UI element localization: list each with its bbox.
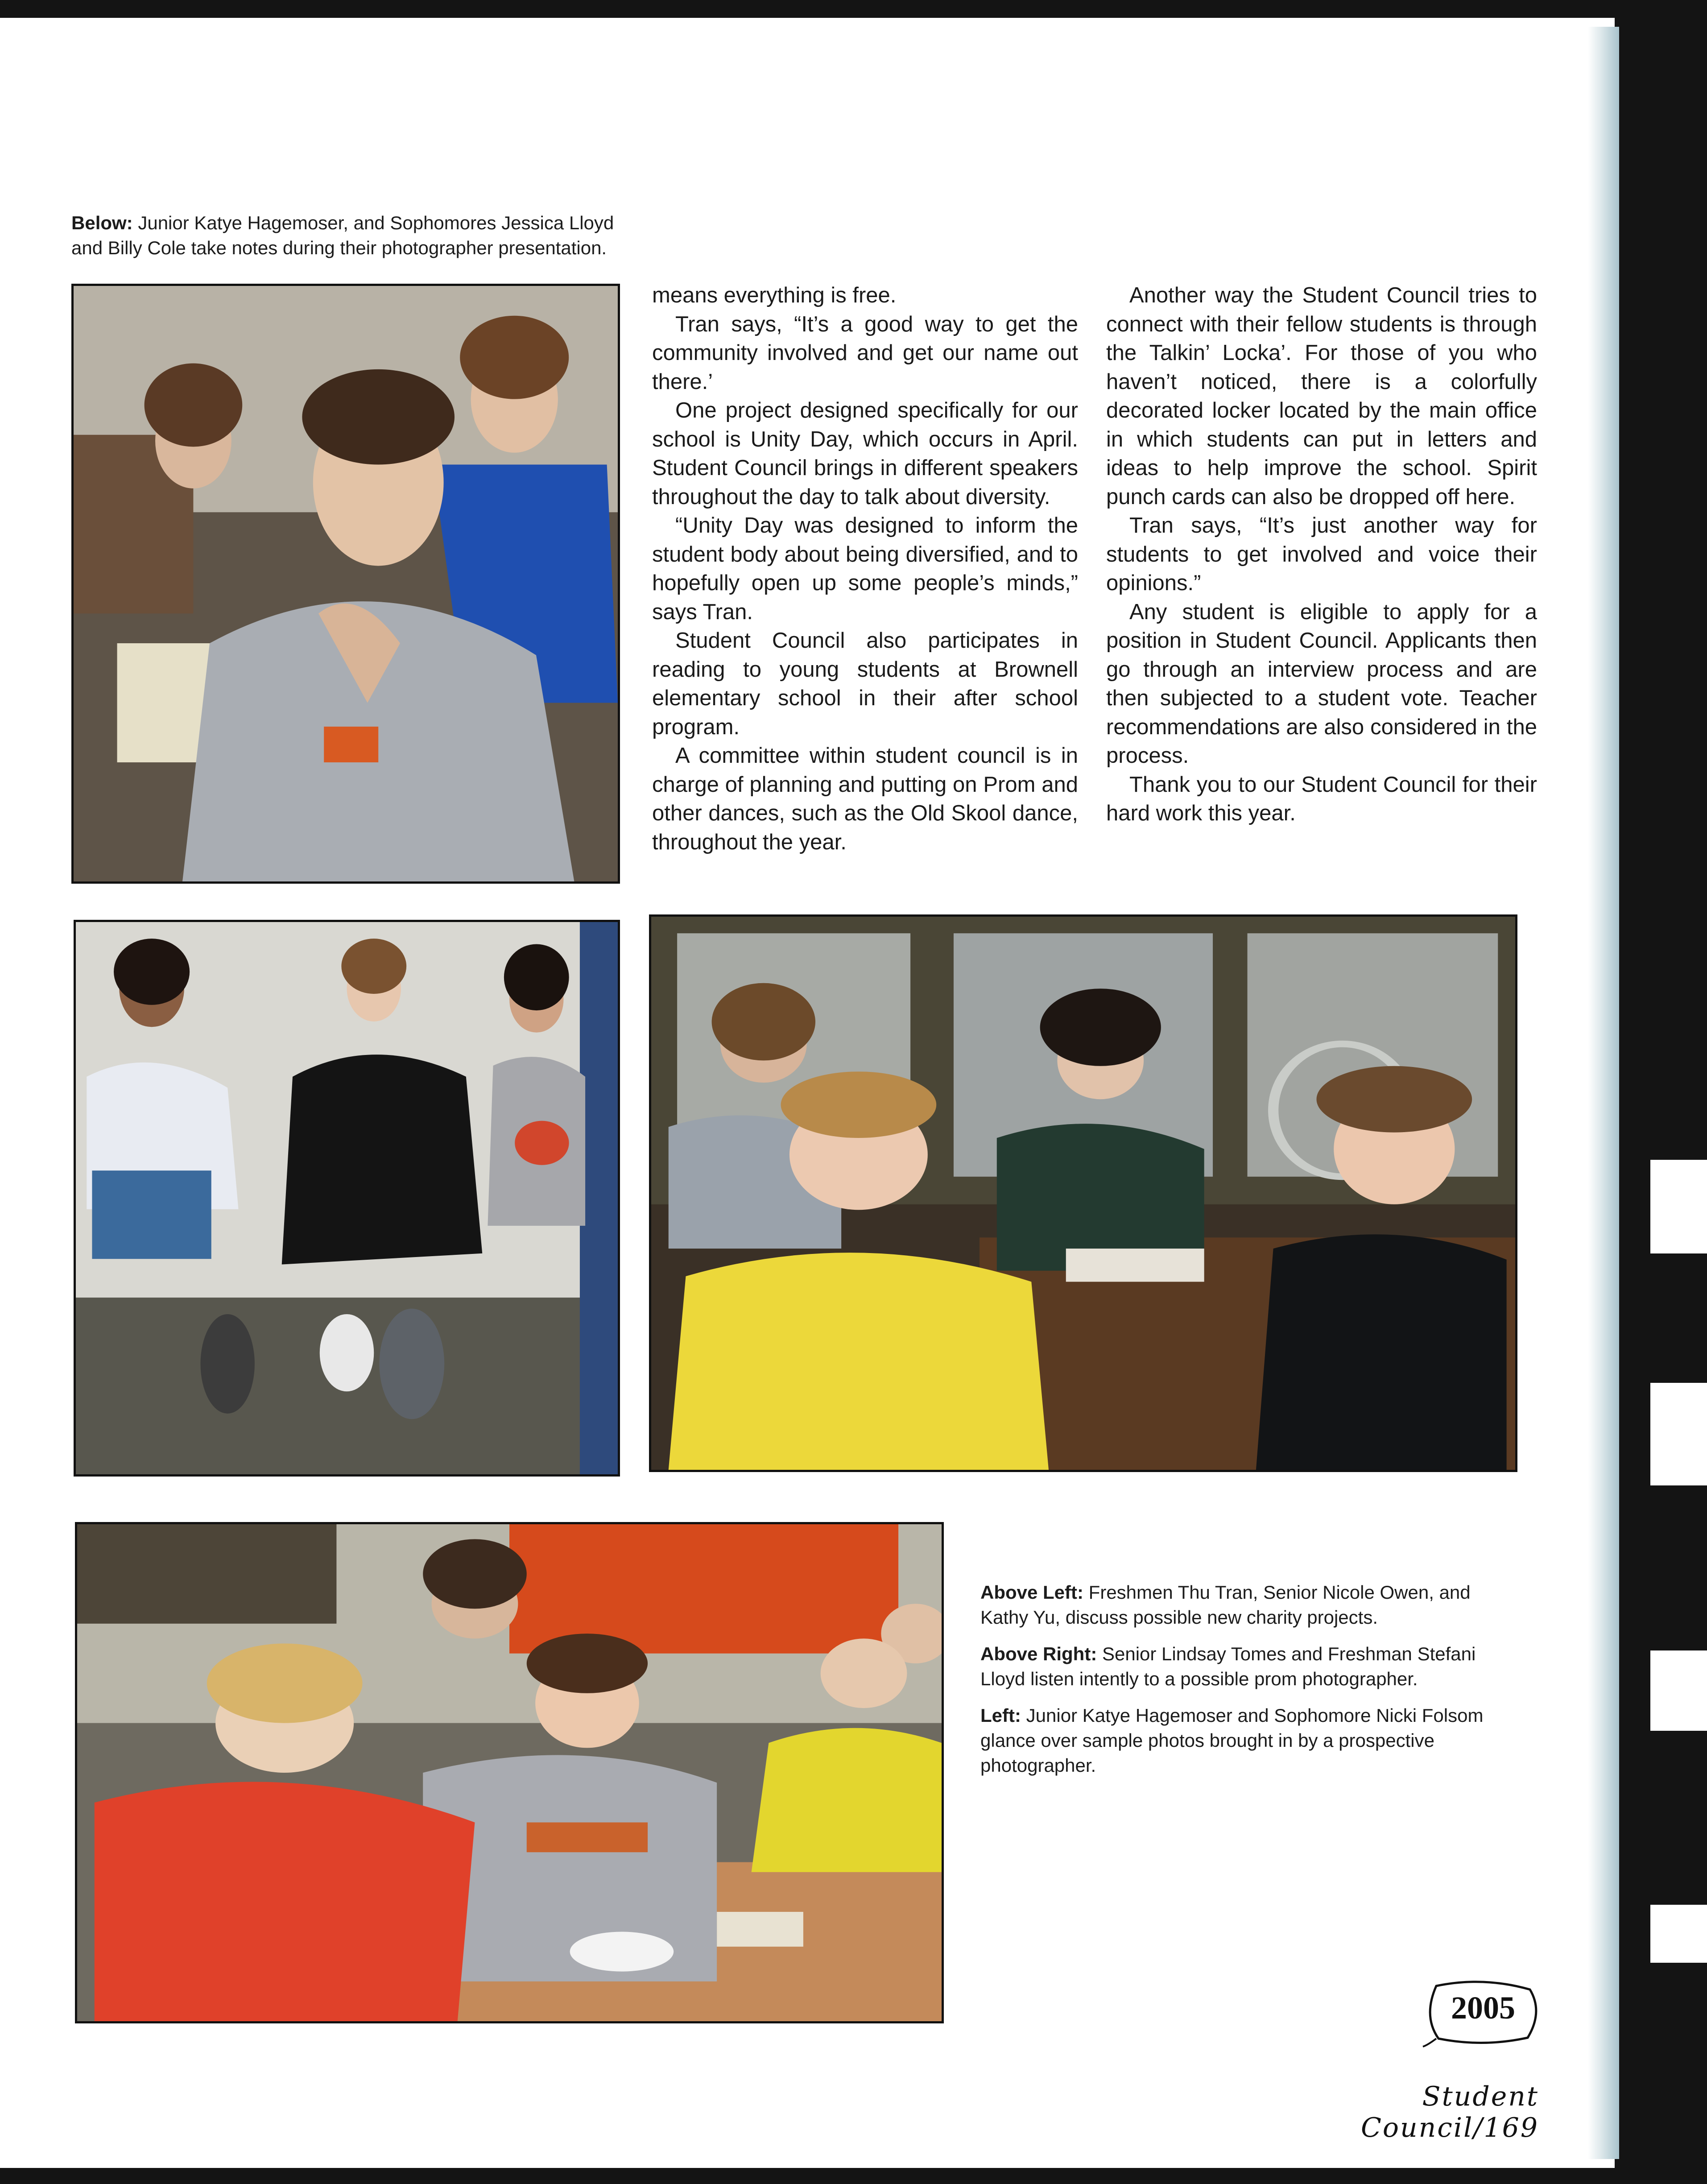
article-paragraph: Any student is eligible to apply for a position in Student Council. Applicants then go through an interview process and are then subjected to a student vote. Teacher recommendations are also considered in the process. [1106,600,1537,768]
caption-below [71,211,629,261]
article-paragraph: means everything is free. [652,283,897,307]
article-paragraph: A committee within student council is in charge of planning and putting on Prom and other dances, such as the Old Skool dance, throughout the year. [652,744,1078,854]
photo-sample-photos [75,1522,944,2023]
article-paragraph: Thank you to our Student Council for their hard work this year. [1106,772,1537,825]
article-paragraph: “Unity Day was designed to inform the student body about being diversified, and to hopefully open up some people’s minds,” says Tran. [652,513,1078,624]
photo-note-taking [71,284,620,884]
article-paragraph: One project designed specifically for our school is Unity Day, which occurs in April. Student Council brings in different speakers throughout the day to talk about diversity. [652,398,1078,509]
caption-above-left [980,1580,1516,1630]
caption-label: Above Right: [980,1643,1097,1664]
caption-left [980,1703,1516,1778]
edge-tab [1650,1650,1707,1731]
article-paragraph: Another way the Student Council tries to connect with their fellow students is through the Talkin’ Locka’. For those of you who haven’t noticed, there is a colorfully decorated locker located by the main office in which students can put in letters and ideas to help improve the school. Spirit punch cards can also be dropped off here. [1106,283,1537,509]
caption-text: Senior Lindsay Tomes and Freshman Stefani Lloyd listen intently to a possible prom photographer. [980,1643,1476,1689]
article-column-1 [652,281,1078,856]
caption-text: Junior Katye Hagemoser, and Sophomores Jessica Lloyd and Billy Cole take notes during their photographer presentation. [71,212,614,258]
article-column-2 [1106,281,1537,828]
edge-tab [1650,1905,1707,1963]
seal-year: 2005 [1451,1990,1515,2026]
caption-text: Freshmen Thu Tran, Senior Nicole Owen, and Kathy Yu, discuss possible new charity projects. [980,1582,1471,1628]
captions-bottom [980,1580,1516,1790]
article-paragraph: Tran says, “It’s a good way to get the community involved and get our name out there.’ [652,312,1078,394]
article-paragraph: Tran says, “It’s just another way for students to get involved and voice their opinions.” [1106,513,1537,595]
caption-text: Junior Katye Hagemoser and Sophomore Nicki Folsom glance over sample photos brought in by a prospective photographer. [980,1705,1484,1776]
edge-tab [1650,1383,1707,1485]
page-folio: Student Council/169 [1360,2081,1539,2143]
page-edge [1588,27,1619,2159]
caption-label: Above Left: [980,1582,1083,1603]
caption-label: Below: [71,212,133,233]
article-paragraph: Student Council also participates in reading to young students at Brownell elementary school in their after school program. [652,629,1078,739]
edge-tab [1650,1160,1707,1253]
caption-label: Left: [980,1705,1021,1726]
photo-charity-discussion [74,920,620,1477]
caption-above-right [980,1642,1516,1692]
photo-prom-photographer [649,914,1517,1472]
